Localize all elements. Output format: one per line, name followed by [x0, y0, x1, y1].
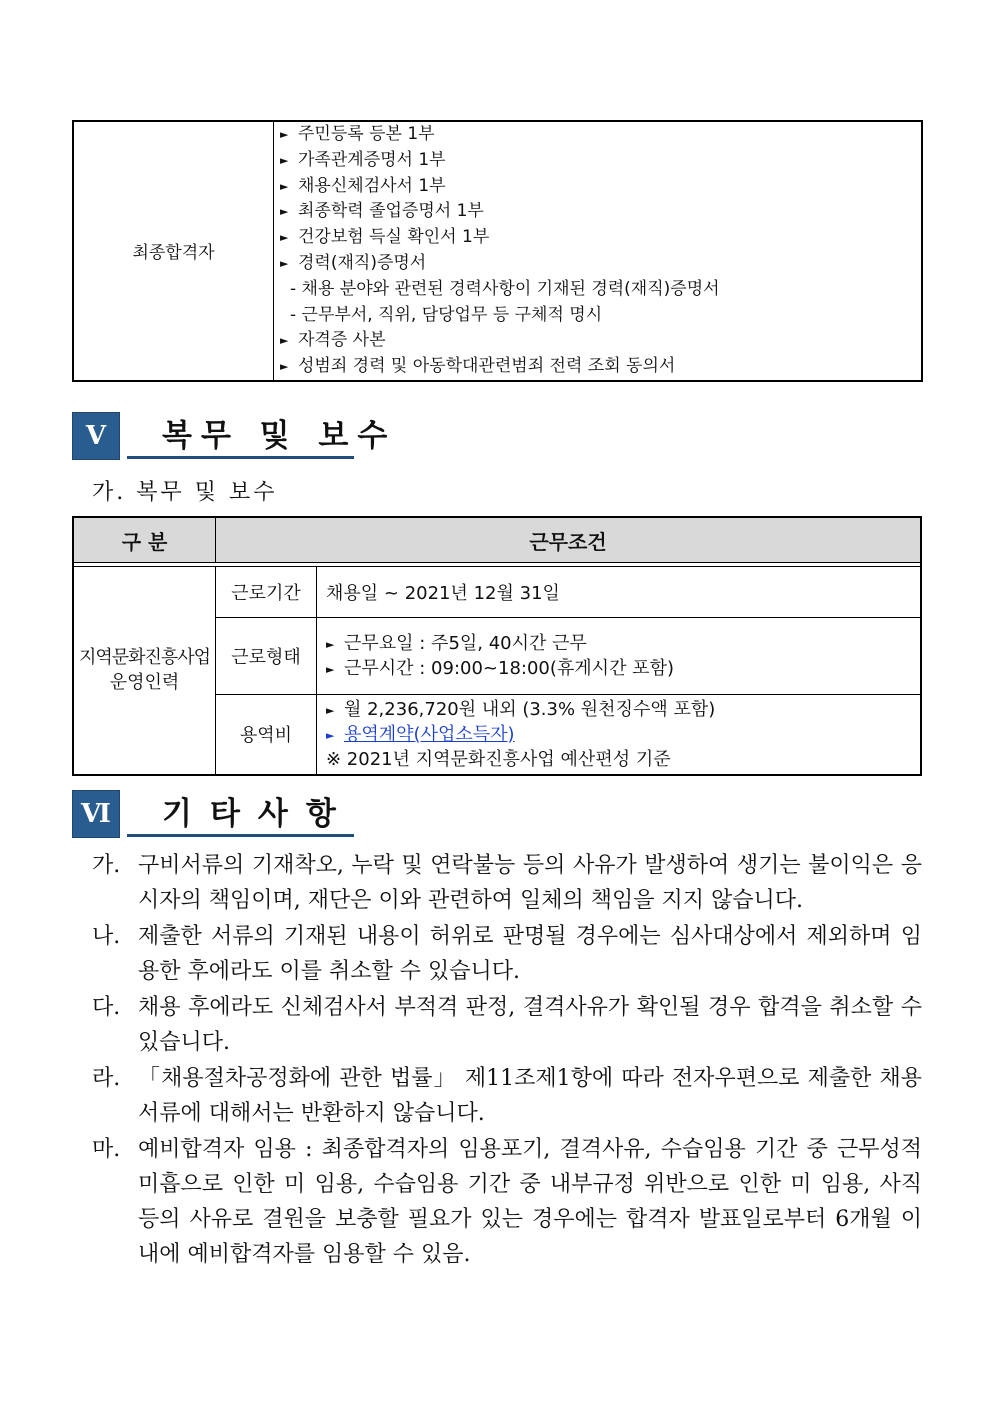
section-6-title: 기타사항: [162, 796, 354, 832]
fee-label: 용역비: [216, 695, 317, 775]
type-label: 근로형태: [216, 618, 317, 695]
section-6-badge: Ⅵ: [73, 791, 119, 837]
section-5-underline: [127, 456, 354, 459]
period-value: 채용일 ~ 2021년 12월 31일: [317, 567, 922, 618]
doc-item: ► 자격증 사본: [280, 330, 386, 351]
section-5-badge: Ⅴ: [73, 413, 119, 459]
work-conditions-table: [72, 516, 922, 776]
required-documents-table: [72, 120, 923, 382]
doc-item: ► 가족관계증명서 1부: [280, 149, 446, 170]
list-item: 라. 「채용절차공정화에 관한 법률」 제11조제1항에 따라 전자우편으로 제출한 채용서류에 대해서는 반환하지 않습니다.: [92, 1066, 922, 1126]
misc-notes-list: [92, 848, 922, 1273]
section-5-title: 복무 및 보수: [162, 418, 397, 454]
doc-item: ► 건강보험 득실 확인서 1부: [280, 227, 490, 248]
list-item: 다. 채용 후에라도 신체검사서 부적격 판정, 결격사유가 확인될 경우 합격을 취소할 수 있습니다.: [92, 995, 922, 1055]
doc-item: ► 주민등록 등본 1부: [280, 124, 435, 144]
list-item: 가. 구비서류의 기재착오, 누락 및 연락불능 등의 사유가 발생하여 생기는 불이익은 응시자의 책임이며, 재단은 이와 관련하여 일체의 책임을 지지 않습니다.: [92, 853, 922, 913]
documents-list: [274, 121, 923, 381]
list-item: 나. 제출한 서류의 기재된 내용이 허위로 판명될 경우에는 심사대상에서 제외하며 임용한 후에라도 이를 취소할 수 있습니다.: [92, 924, 922, 984]
fee-value: ► 월 2,236,720원 내외 (3.3% 원천징수액 포함) ► 용역계약(사업소득자) ※ 2021년 지역문화진흥사업 예산편성 기준: [317, 695, 922, 775]
header-category: 구 분: [73, 517, 216, 563]
doc-item: ► 최종학력 졸업증명서 1부: [280, 201, 484, 222]
doc-subitem: - 근무부서, 직위, 담당업무 등 구체적 명시: [290, 304, 603, 325]
period-label: 근로기간: [216, 567, 317, 618]
final-candidate-label: 최종합격자: [73, 121, 274, 381]
section-5-subheading: 가. 복무 및 보수: [92, 480, 278, 505]
list-item: 마. 예비합격자 임용 : 최종합격자의 임용포기, 결격사유, 수습임용 기간 중 근무성적 미흡으로 인한 미 임용, 수습임용 기간 중 내부규정 위반으로 인한 미 임용, 사직 등의 사유로 결원을 보충할 필요가 있는 경우에는 합격자 발표일로부터 6개월 이내에 예비합격자를 임용할 수 있음.: [92, 1137, 922, 1267]
type-value: ► 근무요일 : 주5일, 40시간 근무 ► 근무시간 : 09:00~18:00(휴게시간 포함): [317, 618, 922, 695]
contract-link[interactable]: 용역계약(사업소득자): [344, 723, 515, 745]
doc-item: ► 경력(재직)증명서: [280, 252, 427, 273]
doc-subitem: - 채용 분야와 관련된 경력사항이 기재된 경력(재직)증명서: [290, 278, 720, 299]
table-row: [73, 567, 921, 618]
header-conditions: 근무조건: [216, 517, 922, 563]
doc-item: ► 성범죄 경력 및 아동학대관련범죄 전력 조회 동의서: [280, 356, 676, 377]
budget-note: ※ 2021년 지역문화진흥사업 예산편성 기준: [326, 748, 671, 770]
section-6-underline: [127, 834, 354, 837]
group-label: 지역문화진흥사업 운영인력: [73, 567, 216, 775]
doc-item: ► 채용신체검사서 1부: [280, 175, 446, 196]
